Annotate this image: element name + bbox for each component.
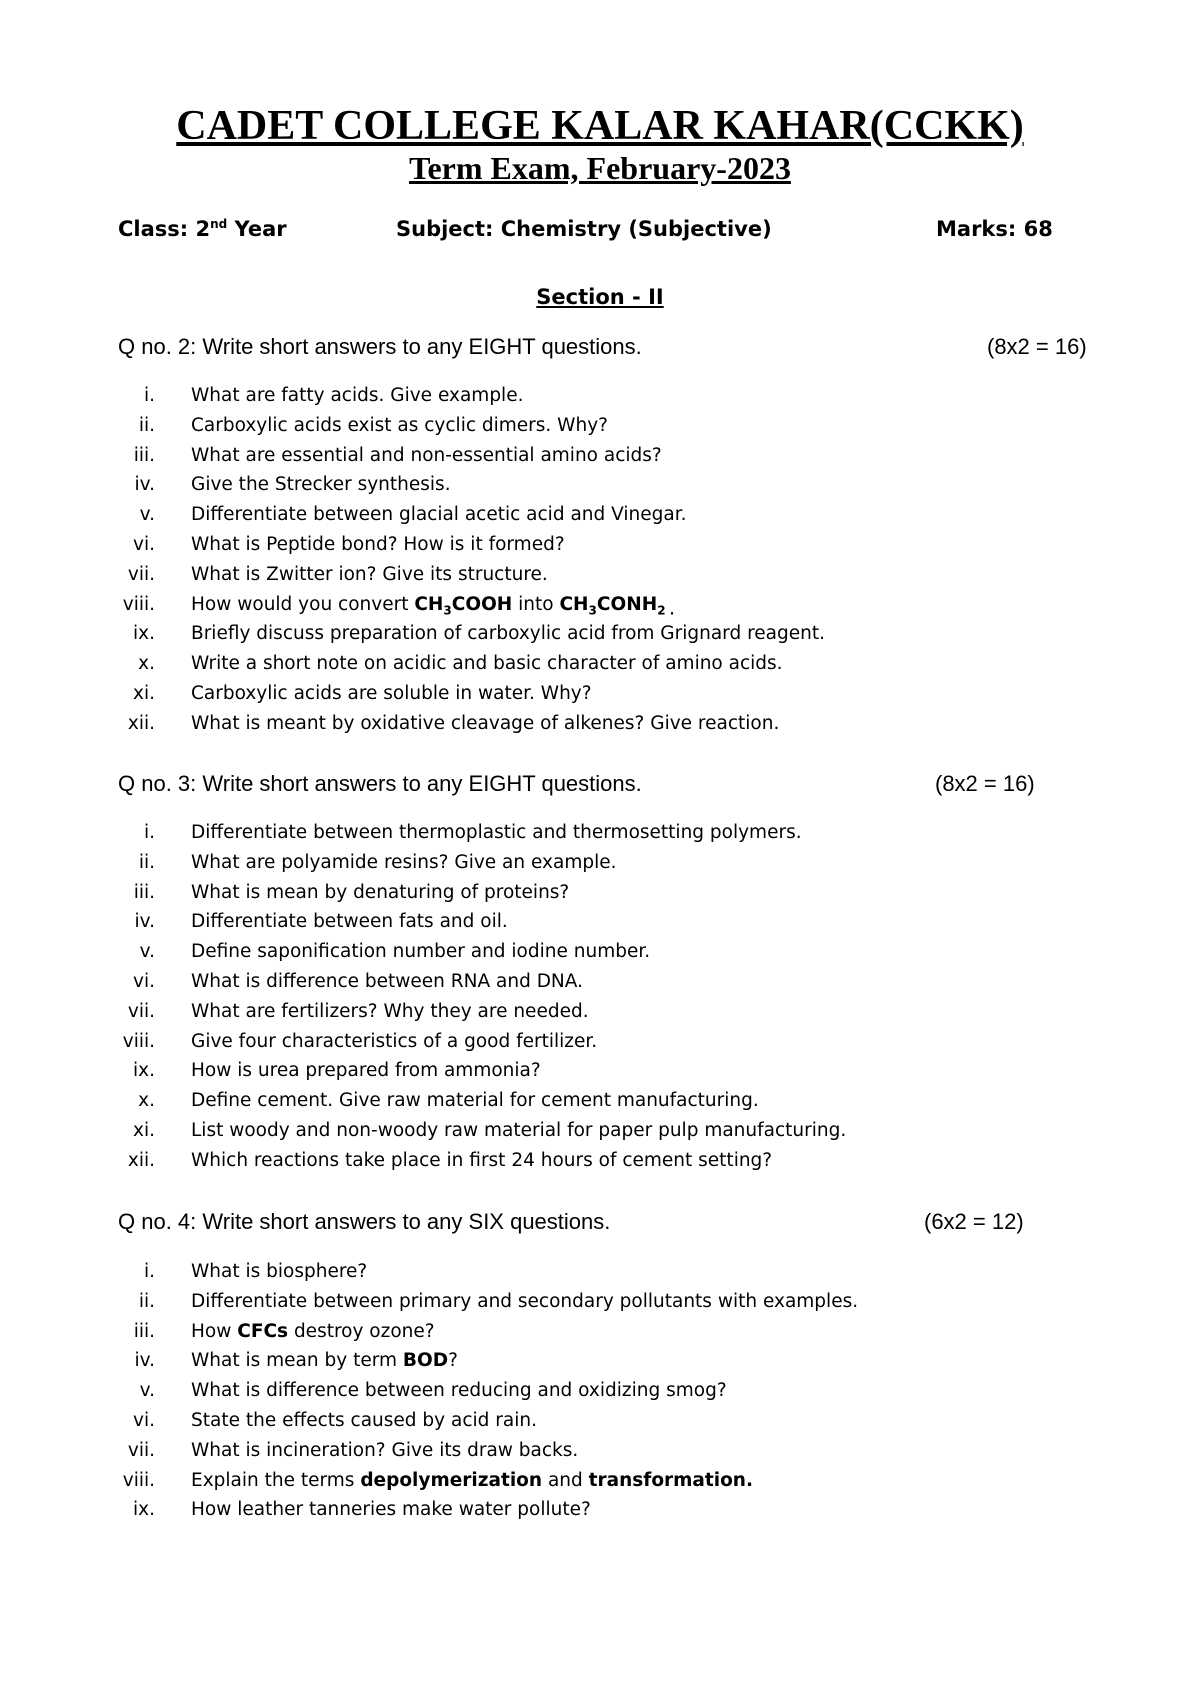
- question-text: What is Zwitter ion? Give its structure.: [191, 563, 548, 585]
- question-text-end: ?: [448, 1350, 458, 1372]
- question-text: What is biosphere?: [191, 1261, 368, 1282]
- question-text-start: What is mean by term: [191, 1350, 403, 1372]
- question-item: [0, 1086, 1200, 1116]
- question-item: [0, 1287, 1200, 1317]
- q3-question-list: [0, 818, 1200, 1176]
- formula-part: CH: [414, 593, 444, 615]
- question-text: Differentiate between fats and oil.: [191, 911, 508, 933]
- formula-acetamide: [559, 593, 675, 618]
- class-prefix: Class: 2: [118, 217, 211, 241]
- question-number: iii.: [133, 881, 155, 903]
- question-text: What is Peptide bond? How is it formed?: [191, 533, 565, 555]
- question-text-start: How: [191, 1320, 238, 1342]
- question-item: [0, 937, 1200, 967]
- question-number: iv.: [134, 474, 155, 496]
- question-number: i.: [143, 822, 155, 843]
- question-item: [0, 1027, 1200, 1057]
- question-number: v.: [139, 941, 155, 963]
- question-item: [0, 500, 1200, 530]
- question-item: [0, 709, 1200, 739]
- college-title: CADET COLLEGE KALAR KAHAR(CCKK): [176, 103, 1024, 149]
- question-number: iv.: [134, 911, 155, 933]
- question-item: [0, 1146, 1200, 1176]
- question-number: x.: [138, 1090, 155, 1112]
- question-text: What is incineration? Give its draw backs.: [191, 1439, 579, 1461]
- class-ordinal: nd: [210, 217, 228, 231]
- question-text: List woody and non-woody raw material for paper pulp manufacturing.: [191, 1119, 847, 1141]
- question-number: viii.: [122, 593, 155, 615]
- section-title: Section - II: [536, 285, 664, 309]
- formula-subscript: 3: [588, 603, 597, 618]
- question-text-mid: into: [512, 593, 560, 615]
- question-item: [0, 1346, 1200, 1376]
- subject-info: Subject: Chemistry (Subjective): [396, 217, 772, 241]
- question-number: v.: [139, 504, 155, 526]
- question-number: xii.: [127, 1149, 155, 1171]
- formula-part: CONH: [596, 593, 658, 615]
- question-number: xi.: [133, 682, 155, 704]
- question-text-start: How would you convert: [191, 593, 415, 615]
- question-number: ix.: [133, 1060, 155, 1082]
- question-text: What is difference between RNA and DNA.: [191, 970, 583, 992]
- question-item: [0, 1317, 1200, 1347]
- question-text: Give four characteristics of a good fertilizer.: [191, 1030, 598, 1052]
- exam-title: Term Exam, February-2023: [409, 150, 791, 186]
- term-depolymerization: depolymerization: [360, 1469, 543, 1491]
- question-item: [0, 1436, 1200, 1466]
- question-text: What are fertilizers? Why they are needed.: [191, 1000, 589, 1022]
- question-text: [191, 1317, 435, 1347]
- formula-subscript: 2 .: [657, 603, 675, 618]
- question-text: Carboxylic acids exist as cyclic dimers. Why?: [191, 414, 608, 436]
- question-number: vii.: [127, 1000, 155, 1022]
- question-item: [0, 679, 1200, 709]
- question-item: [0, 967, 1200, 997]
- question-text: How is urea prepared from ammonia?: [191, 1060, 541, 1082]
- q4-marks: (6x2 = 12): [924, 1209, 1024, 1234]
- question-text-mid: and: [542, 1469, 589, 1491]
- question-number: iii.: [133, 1320, 155, 1342]
- term-transformation: transformation.: [588, 1469, 754, 1491]
- class-suffix: Year: [227, 217, 287, 241]
- question-text: What is difference between reducing and oxidizing smog?: [191, 1380, 727, 1402]
- question-item: [0, 590, 1200, 620]
- question-text: What is mean by denaturing of proteins?: [191, 881, 570, 903]
- question-number: v.: [139, 1380, 155, 1402]
- question-item: [0, 411, 1200, 441]
- question-text: Briefly discuss preparation of carboxylic acid from Grignard reagent.: [191, 623, 825, 645]
- question-item: [0, 441, 1200, 471]
- question-text: Write a short note on acidic and basic character of amino acids.: [191, 653, 783, 675]
- question-text-end: destroy ozone?: [288, 1320, 435, 1342]
- question-text: Define cement. Give raw material for cement manufacturing.: [191, 1090, 759, 1112]
- question-text: Which reactions take place in first 24 hours of cement setting?: [191, 1149, 773, 1171]
- question-text: Differentiate between primary and secondary pollutants with examples.: [191, 1290, 859, 1312]
- question-item: [0, 1257, 1200, 1287]
- question-text: What are polyamide resins? Give an example.: [191, 851, 617, 873]
- formula-part: CH: [559, 593, 589, 615]
- question-text: Define saponification number and iodine number.: [191, 941, 651, 963]
- question-number: viii.: [122, 1469, 155, 1491]
- question-item: [0, 997, 1200, 1027]
- question-item: [0, 907, 1200, 937]
- formula-part: COOH: [451, 593, 513, 615]
- question-item: [0, 1376, 1200, 1406]
- question-text: How leather tanneries make water pollute?: [191, 1499, 591, 1521]
- question-number: vi.: [133, 1409, 155, 1431]
- q2-question-list: [0, 381, 1200, 739]
- question-number: ix.: [133, 1499, 155, 1521]
- q3-heading: Q no. 3: Write short answers to any EIGHT questions.: [118, 771, 642, 796]
- q2-marks: (8x2 = 16): [987, 334, 1087, 359]
- question-item: [0, 1116, 1200, 1146]
- question-text: State the effects caused by acid rain.: [191, 1409, 537, 1431]
- question-number: iv.: [134, 1350, 155, 1372]
- question-text: What are essential and non-essential amino acids?: [191, 444, 662, 466]
- question-number: i.: [143, 1261, 155, 1282]
- question-text: Give the Strecker synthesis.: [191, 474, 451, 496]
- question-item: [0, 818, 1200, 848]
- question-number: ix.: [133, 623, 155, 645]
- question-text: Carboxylic acids are soluble in water. Why?: [191, 682, 592, 704]
- question-text: [191, 1466, 753, 1496]
- formula-subscript: 3: [443, 603, 452, 618]
- question-number: i.: [143, 385, 155, 406]
- question-item: [0, 1495, 1200, 1525]
- question-item: [0, 878, 1200, 908]
- question-item: [0, 470, 1200, 500]
- question-text: What are fatty acids. Give example.: [191, 385, 524, 406]
- formula-acetic-acid: [414, 593, 513, 618]
- question-number: vii.: [127, 1439, 155, 1461]
- question-item: [0, 619, 1200, 649]
- question-number: viii.: [122, 1030, 155, 1052]
- class-info: [118, 212, 287, 246]
- q3-marks: (8x2 = 16): [935, 771, 1035, 796]
- q4-question-list: [0, 1257, 1200, 1525]
- question-number: vi.: [133, 970, 155, 992]
- question-text: Differentiate between glacial acetic acid and Vinegar.: [191, 504, 687, 526]
- question-number: iii.: [133, 444, 155, 466]
- question-number: xi.: [133, 1119, 155, 1141]
- q4-heading: Q no. 4: Write short answers to any SIX questions.: [118, 1209, 611, 1234]
- question-number: ii.: [138, 851, 155, 873]
- question-item: [0, 381, 1200, 411]
- question-item: [0, 1466, 1200, 1496]
- question-item: [0, 560, 1200, 590]
- question-number: vii.: [127, 563, 155, 585]
- question-text: Differentiate between thermoplastic and thermosetting polymers.: [191, 822, 802, 843]
- question-text: [191, 1346, 458, 1376]
- marks-info: Marks: 68: [936, 217, 1053, 241]
- question-text: [191, 590, 674, 620]
- question-number: x.: [138, 653, 155, 675]
- question-number: ii.: [138, 414, 155, 436]
- question-text: What is meant by oxidative cleavage of alkenes? Give reaction.: [191, 712, 780, 734]
- term-bod: BOD: [402, 1350, 449, 1372]
- question-number: vi.: [133, 533, 155, 555]
- question-item: [0, 1406, 1200, 1436]
- question-number: xii.: [127, 712, 155, 734]
- question-text-start: Explain the terms: [191, 1469, 361, 1491]
- question-item: [0, 1056, 1200, 1086]
- question-item: [0, 649, 1200, 679]
- question-number: ii.: [138, 1290, 155, 1312]
- term-cfcs: CFCs: [237, 1320, 289, 1342]
- q2-heading: Q no. 2: Write short answers to any EIGHT questions.: [118, 334, 642, 359]
- question-item: [0, 848, 1200, 878]
- question-item: [0, 530, 1200, 560]
